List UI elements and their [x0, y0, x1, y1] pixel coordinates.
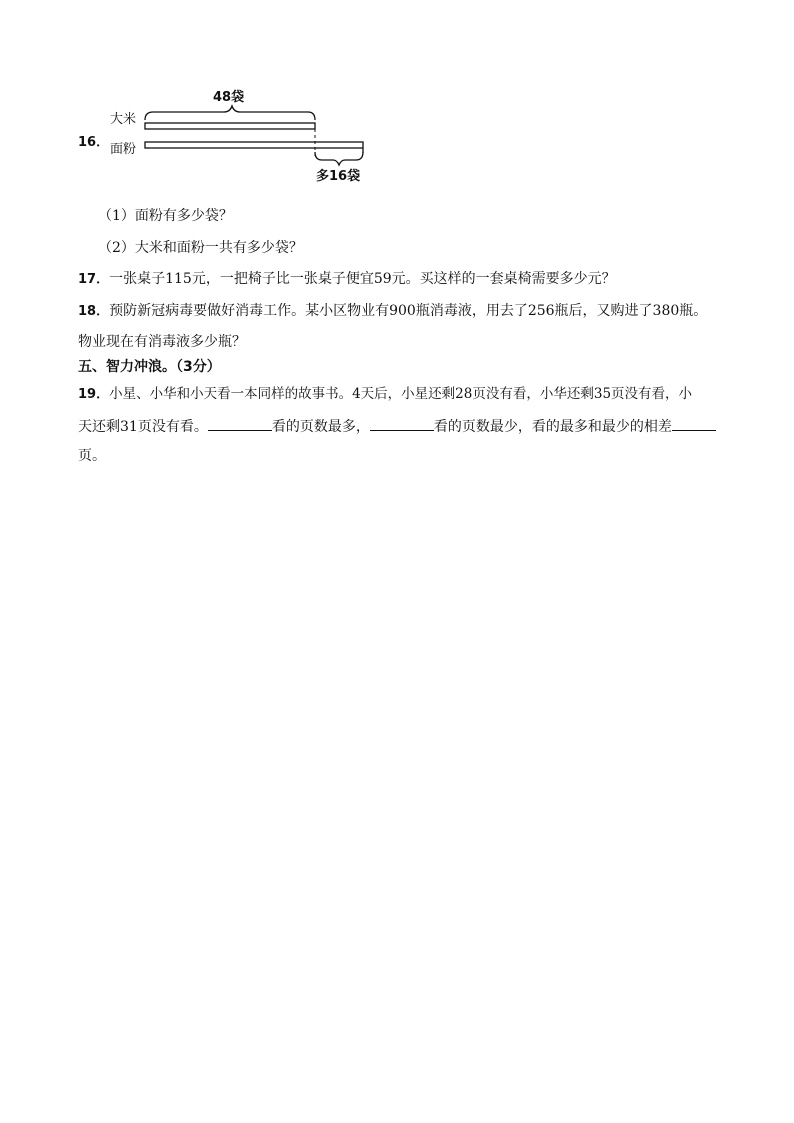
question-17	[78, 269, 616, 290]
rice-bar	[145, 123, 315, 129]
diagram-flour-extra: 多16袋	[316, 169, 361, 184]
diagram-rice-value: 48袋	[213, 90, 245, 105]
answer-blank-difference[interactable]	[672, 416, 716, 431]
question-18-line2: 物业现在有消毒液多少瓶？	[78, 334, 246, 350]
question-19-text-2c: 看的页数最少，看的最多和最少的相差	[433, 419, 672, 435]
diagram-rice-label: 大米	[110, 112, 137, 127]
question-19-line2	[78, 416, 716, 437]
question-19-text-1: 小星、小华和小天看一本同样的故事书。4天后，小星还剩28页没有看，小华还剩35页没有看，小	[109, 386, 693, 402]
bar-diagram	[140, 100, 370, 168]
question-18-text-1: 预防新冠病毒要做好消毒工作。某小区物业有900瓶消毒液，用去了256瓶后，又购进了380瓶。	[109, 303, 708, 319]
question-19-line3: 页。	[78, 448, 106, 464]
question-18-line1	[78, 301, 707, 322]
question-16-number: 16．	[78, 135, 110, 150]
question-19-text-2a: 天还剩31页没有看。	[78, 419, 208, 435]
answer-blank-most[interactable]	[208, 416, 272, 431]
question-19-number: 19．	[78, 387, 110, 402]
flour-bar	[145, 142, 363, 148]
question-19-text-2b: 看的页数最多，	[271, 419, 370, 435]
question-19-line1	[78, 384, 692, 405]
answer-blank-least[interactable]	[370, 416, 434, 431]
question-16-sub2: （2）大米和面粉一共有多少袋？	[98, 240, 303, 256]
question-17-text: 一张桌子115元，一把椅子比一张桌子便宜59元。买这样的一套桌椅需要多少元？	[109, 271, 616, 287]
question-16-sub1: （1）面粉有多少袋？	[98, 208, 233, 224]
section-5-title: 五、智力冲浪。（3分）	[78, 359, 221, 375]
question-17-number: 17．	[78, 272, 110, 287]
diagram-flour-label: 面粉	[110, 142, 137, 157]
extra-brace	[315, 152, 363, 165]
rice-brace	[145, 106, 315, 120]
question-18-number: 18．	[78, 304, 110, 319]
